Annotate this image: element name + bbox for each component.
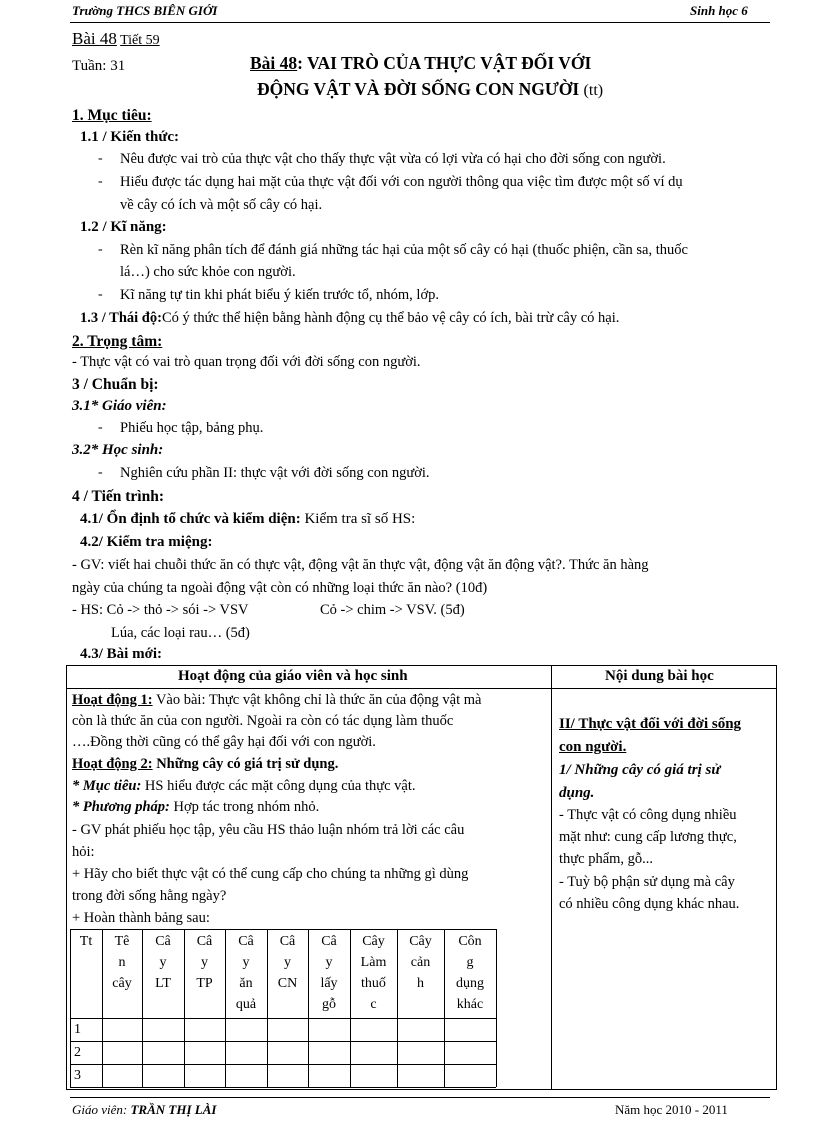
worksheet-row-line xyxy=(70,1087,496,1088)
skill-item-1a: Rèn kĩ năng phân tích để đánh giá những tác hại của một số cây có hại (thuốc phiện, cần sa, thuốc xyxy=(120,242,688,258)
header-rule xyxy=(70,22,770,23)
section-1-heading: 1. Mục tiêu: xyxy=(72,107,152,124)
skill-heading: 1.2 / Kĩ năng: xyxy=(80,219,167,235)
knowledge-heading: 1.1 / Kiến thức: xyxy=(80,129,179,145)
question-2: + Hoàn thành bảng sau: xyxy=(72,910,210,926)
footer-year: Năm học 2010 - 2011 xyxy=(615,1102,728,1117)
lesson-number: Bài 48 Tiết 59 xyxy=(72,29,160,48)
header-school: Trường THCS BIÊN GIỚI xyxy=(72,3,218,18)
method-line: * Phương pháp: Hợp tác trong nhóm nhỏ. xyxy=(72,799,320,815)
teacher-instruction-2: hỏi: xyxy=(72,844,95,860)
section-4-heading: 4 / Tiến trình: xyxy=(72,488,165,505)
worksheet-col-line xyxy=(496,929,497,1087)
step-4-1: 4.1/ Ổn định tổ chức và kiểm diện: Kiểm tra sĩ số HS: xyxy=(80,511,416,527)
worksheet-row-line xyxy=(70,929,496,930)
activity-1-line2: còn là thức ăn của con người. Ngoài ra còn có tác dụng làm thuốc xyxy=(72,713,454,729)
worksheet-row-number: 3 xyxy=(74,1068,81,1083)
content-heading-2: con người. xyxy=(559,739,627,755)
content-heading-1: II/ Thực vật đối với đời sống xyxy=(559,716,742,732)
worksheet-header-cell: Câ y TP xyxy=(196,934,213,991)
content-sub-2: dụng. xyxy=(559,785,595,801)
skill-item-2: Kĩ năng tự tin khi phát biểu ý kiến trước tổ, nhóm, lớp. xyxy=(120,287,439,303)
step-4-2: 4.2/ Kiểm tra miệng: xyxy=(80,534,213,550)
activity-1-line1: Hoạt động 1: Vào bài: Thực vật không chỉ là thức ăn của động vật mà xyxy=(72,692,482,708)
oral-question-2: ngày của chúng ta ngoài động vật còn có những loại thức ăn nào? (10đ) xyxy=(72,580,488,596)
section-3-heading: 3 / Chuẩn bị: xyxy=(72,376,159,393)
worksheet-header-cell: Tê n cây xyxy=(112,934,132,991)
activity-1-line3: ….Đồng thời cũng có thể gây hại đối với con người. xyxy=(72,734,376,750)
worksheet-row-line xyxy=(70,1064,496,1065)
content-point-1b: mặt như: cung cấp lương thực, xyxy=(559,829,737,845)
content-point-2a: - Tuỳ bộ phận sử dụng mà cây xyxy=(559,874,735,890)
footer-rule xyxy=(70,1097,770,1098)
question-1a: + Hãy cho biết thực vật có thể cung cấp cho chúng ta những gì dùng xyxy=(72,866,469,882)
worksheet-header-cell: Câ y CN xyxy=(277,934,298,991)
teacher-prep-item: Phiếu học tập, bảng phụ. xyxy=(120,420,264,436)
knowledge-item-2b: về cây có ích và một số cây có hại. xyxy=(120,197,323,213)
page-title-line2: ĐỘNG VẬT VÀ ĐỜI SỐNG CON NGƯỜI (tt) xyxy=(257,79,604,99)
step-4-3: 4.3/ Bài mới: xyxy=(80,646,163,662)
oral-answer-3: Lúa, các loại rau… (5đ) xyxy=(111,625,250,641)
header-subject: Sinh học 6 xyxy=(690,3,748,18)
oral-answer-1: - HS: Cỏ -> thỏ -> sói -> VSV xyxy=(72,602,249,618)
page-title-line1: Bài 48: VAI TRÒ CỦA THỰC VẬT ĐỐI VỚI xyxy=(250,53,592,73)
worksheet-header-cell: Câ y LT xyxy=(155,934,171,991)
focus-text: - Thực vật có vai trò quan trọng đối với đời sống con người. xyxy=(72,354,421,370)
content-sub-1: 1/ Những cây có giá trị sử xyxy=(559,762,721,778)
teacher-instruction-1: - GV phát phiếu học tập, yêu cầu HS thảo luận nhóm trả lời các câu xyxy=(72,822,465,838)
content-point-1c: thực phẩm, gỗ... xyxy=(559,851,654,867)
worksheet-header-cell: Cây cản h xyxy=(409,934,432,991)
knowledge-item-1: Nêu được vai trò của thực vật cho thấy thực vật vừa có lợi vừa có hại cho đời sống con người. xyxy=(120,151,666,167)
table-header-content: Nội dung bài học xyxy=(605,668,714,684)
section-2-heading: 2. Trọng tâm: xyxy=(72,333,163,350)
worksheet-header-cell: Cây Làm thuố c xyxy=(360,934,387,1012)
worksheet-header-cell: Câ y ăn quả xyxy=(235,934,257,1012)
worksheet-row-line xyxy=(70,1018,496,1019)
content-point-1a: - Thực vật có công dụng nhiều xyxy=(559,807,737,823)
student-prep-item: Nghiên cứu phần II: thực vật với đời sống con người. xyxy=(120,465,430,481)
knowledge-item-2a: Hiểu được tác dụng hai mặt của thực vật đối với con người thông qua việc tìm được một số ví dụ xyxy=(120,174,683,190)
oral-question-1: - GV: viết hai chuỗi thức ăn có thực vật, động vật ăn thực vật, động vật ăn động vật?. Thức ăn hàng xyxy=(72,557,649,573)
oral-answer-2: Cỏ -> chim -> VSV. (5đ) xyxy=(320,602,465,618)
content-point-2b: có nhiều công dụng khác nhau. xyxy=(559,896,740,912)
footer-teacher: Giáo viên: TRẦN THỊ LÀI xyxy=(72,1102,217,1117)
worksheet-row-number: 1 xyxy=(74,1022,81,1037)
worksheet-header-cell: Câ y lấy gỗ xyxy=(320,934,338,1012)
question-1b: trong đời sống hằng ngày? xyxy=(72,888,227,904)
activity-2-heading: Hoạt động 2: Những cây có giá trị sử dụng. xyxy=(72,756,339,772)
student-prep-heading: 3.2* Học sinh: xyxy=(72,442,164,458)
attitude-line: 1.3 / Thái độ:Có ý thức thể hiện bằng hành động cụ thể bảo vệ cây có ích, bài trừ cây có hại. xyxy=(80,310,620,326)
objective-line: * Mục tiêu: HS hiểu được các mặt công dụng của thực vật. xyxy=(72,778,416,794)
skill-item-1b: lá…) cho sức khỏe con người. xyxy=(120,264,296,280)
week-label: Tuần: 31 xyxy=(72,58,126,74)
worksheet-header-cell: Tt xyxy=(79,934,93,949)
table-header-activities: Hoạt động của giáo viên và học sinh xyxy=(178,668,408,684)
worksheet-row-number: 2 xyxy=(74,1045,81,1060)
teacher-prep-heading: 3.1* Giáo viên: xyxy=(72,398,167,414)
worksheet-header-cell: Côn g dụng khác xyxy=(456,934,484,1012)
worksheet-row-line xyxy=(70,1041,496,1042)
